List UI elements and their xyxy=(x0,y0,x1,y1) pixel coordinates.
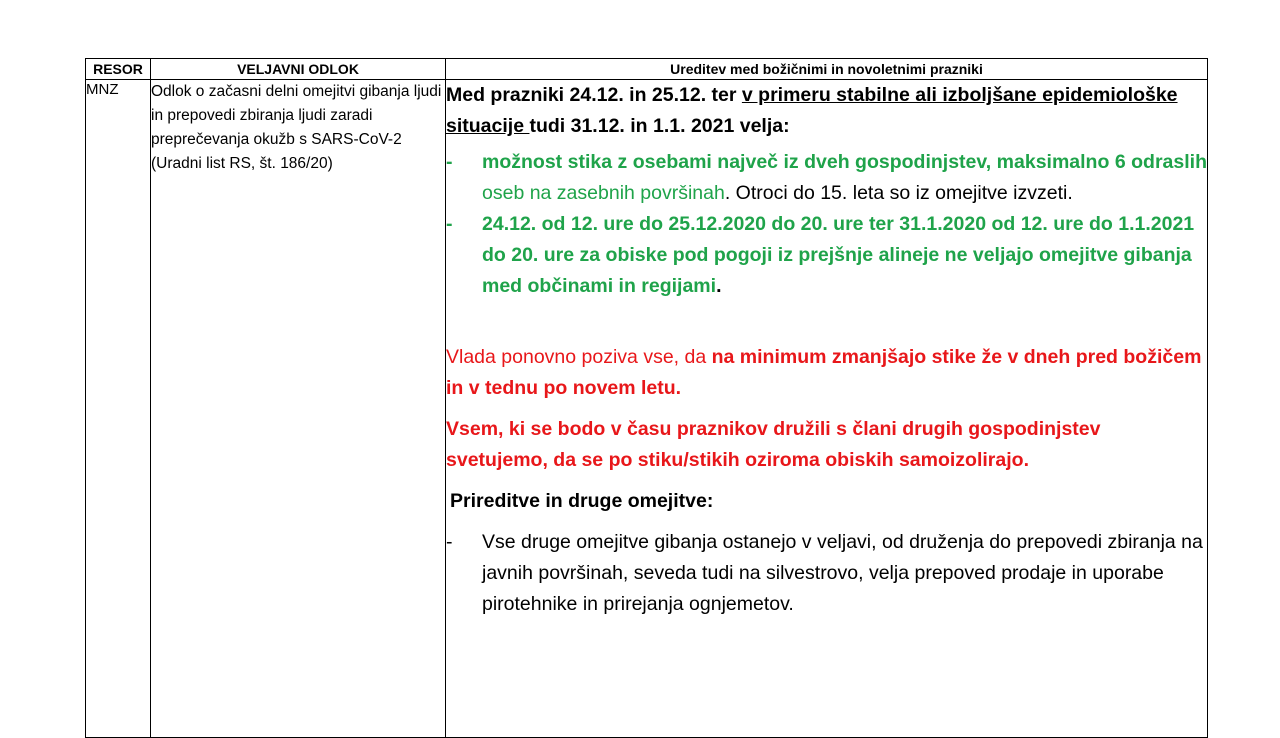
bullet-movement xyxy=(446,209,1207,302)
prireditve-heading: Prireditve in druge omejitve: xyxy=(450,490,714,512)
bullet3-text: Vse druge omejitve gibanja ostanejo v veljavi, od druženja do prepovedi zbiranja na javnih površinah, seveda tudi na silvestrovo, velja prepoved prodaje in uporabe pirotehnike in prirejanja ognjemetov. xyxy=(482,531,1203,615)
regulation-table xyxy=(85,58,1208,738)
vlada-bold: na minimum zmanjšajo stike že v dneh pred božičem in v tednu po novem letu. xyxy=(446,346,1202,399)
bullet-dash: - xyxy=(446,213,453,235)
bullet1-green: oseb na zasebnih površinah xyxy=(482,182,725,204)
bullet-other-restrictions xyxy=(446,527,1207,620)
bullet-dash: - xyxy=(446,151,453,173)
bullet1-bold: možnost stika z osebami največ iz dveh gospodinjstev, maksimalno 6 odraslih xyxy=(482,151,1207,173)
cell-resor: MNZ xyxy=(86,80,151,738)
vlada-text: Vlada ponovno poziva vse, da xyxy=(446,346,712,368)
header-ureditev: Ureditev med božičnimi in novoletnimi prazniki xyxy=(446,59,1208,80)
table-row xyxy=(86,80,1208,738)
header-row xyxy=(86,59,1208,80)
vlada-paragraph xyxy=(446,342,1207,404)
bullet-dash: - xyxy=(446,531,453,553)
header-resor: RESOR xyxy=(86,59,151,80)
spacer xyxy=(446,302,1207,342)
cell-ureditev xyxy=(446,80,1208,738)
intro-paragraph xyxy=(446,80,1207,142)
bullet2-period: . xyxy=(716,275,722,297)
cell-odlok: Odlok o začasni delni omejitvi gibanja ljudi in prepovedi zbiranja ljudi zaradi preprečevanja okužb s SARS-CoV-2 (Uradni list RS, št. 186/20) xyxy=(151,80,446,738)
header-veljavni-odlok: VELJAVNI ODLOK xyxy=(151,59,446,80)
bullet2-green: 24.12. od 12. ure do 25.12.2020 do 20. ure ter 31.1.2020 od 12. ure do 1.1.2021 do 20. ure za obiske pod pogoji iz prejšnje alineje ne veljajo omejitve gibanja med občinami in regijami xyxy=(482,213,1195,297)
bullet1-rest: . Otroci do 15. leta so iz omejitve izvzeti. xyxy=(724,182,1073,204)
intro-text-c: tudi 31.12. in 1.1. 2021 velja: xyxy=(529,115,790,137)
intro-text-a: Med prazniki 24.12. in 25.12. ter xyxy=(446,84,742,106)
vsem-paragraph: Vsem, ki se bodo v času praznikov družili s člani drugih gospodinjstev svetujemo, da se po stiku/stikih oziroma obiskih samoizolirajo. xyxy=(446,418,1101,471)
intro-underlined: v primeru stabilne ali izboljšane epidemiološke situacije xyxy=(446,84,1178,137)
bullet-contacts xyxy=(446,147,1207,209)
